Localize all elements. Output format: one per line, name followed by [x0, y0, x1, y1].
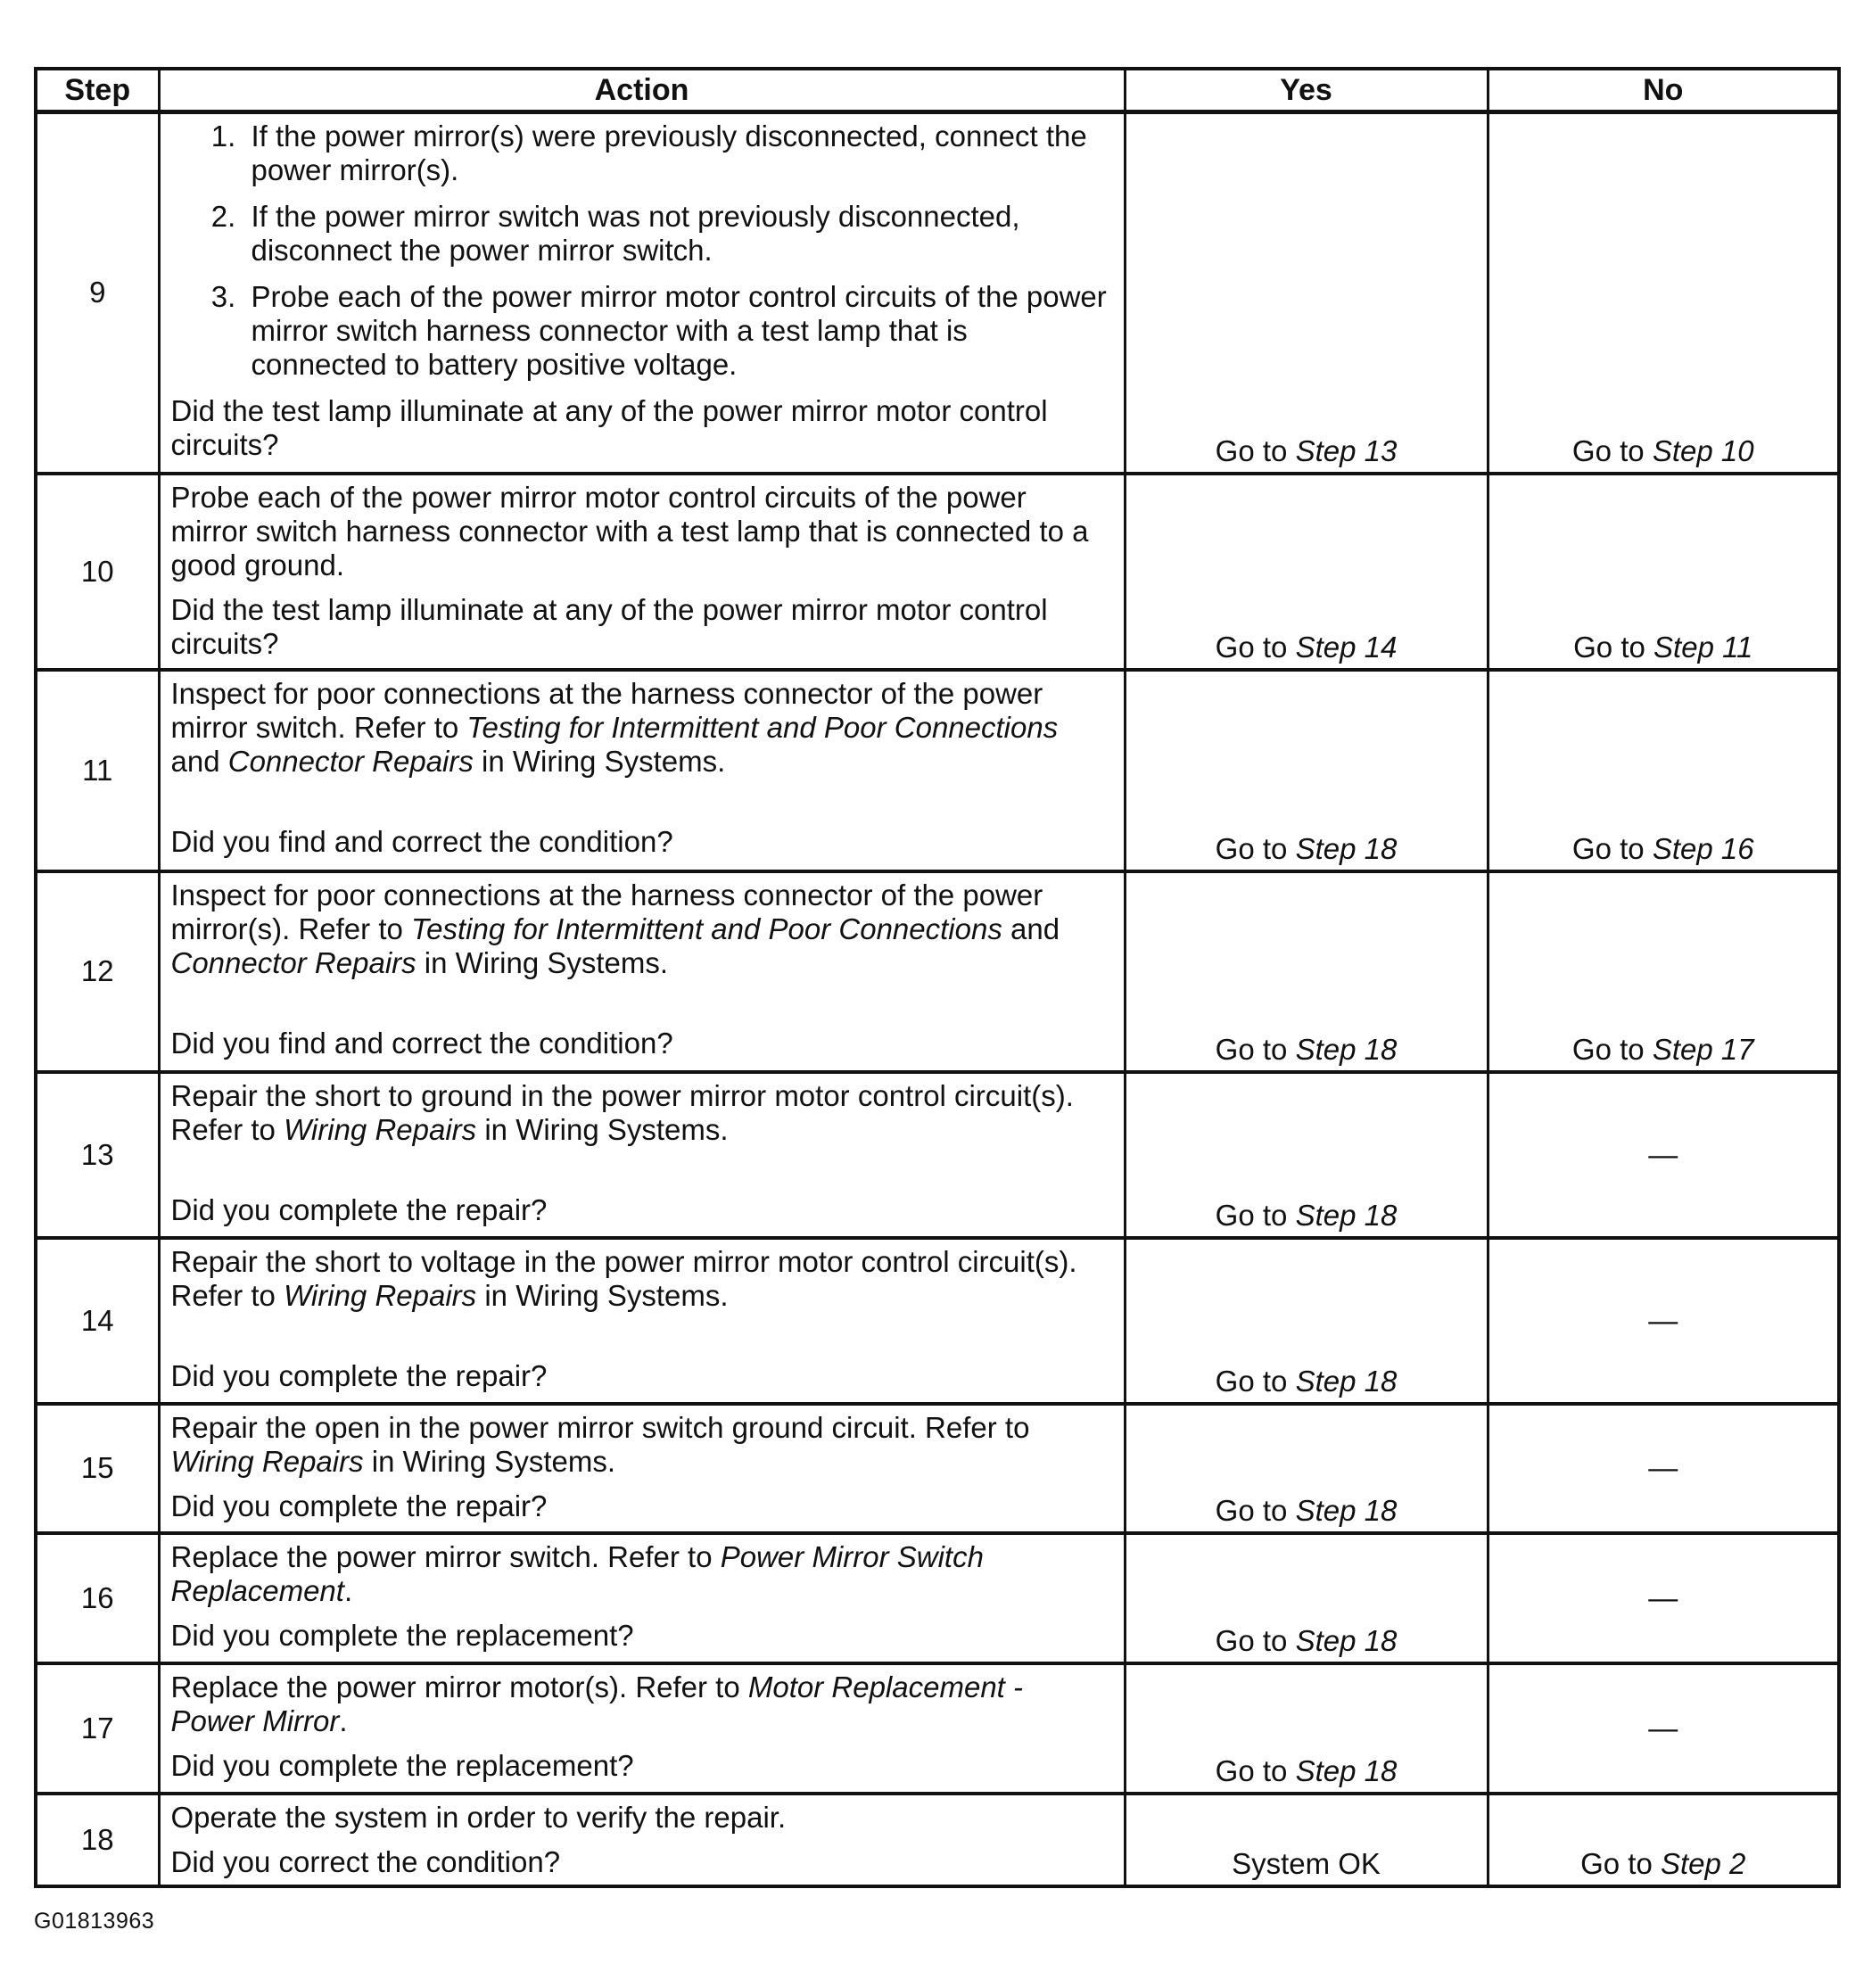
no-prefix: Go to: [1571, 433, 1653, 467]
no-step-link[interactable]: Step 2: [1660, 1846, 1746, 1880]
action-text-part: Repair the short to ground in the power mirror motor control circuit(s). Refer to: [170, 1078, 1074, 1146]
action-text: [171, 1245, 1111, 1313]
action-text-part: Repair the open in the power mirror switch ground circuit. Refer to: [170, 1410, 1030, 1444]
yes-step-link[interactable]: Step 18: [1295, 1753, 1398, 1787]
reference-link[interactable]: Wiring Repairs: [284, 1278, 477, 1312]
no-result: [1488, 1794, 1839, 1886]
action-question: Did you complete the repair?: [170, 1489, 548, 1522]
step-number: 11: [36, 670, 159, 871]
yes-prefix: Go to: [1215, 1198, 1296, 1232]
action-text: [171, 1670, 1111, 1738]
action-text: Probe each of the power mirror motor control circuits of the power mirror switch harness connector with a test lamp that is connected to a good ground.: [170, 480, 1089, 582]
substep-item: 3. Probe each of the power mirror motor control circuits of the power mirror switch harness connector with a test lamp that is connected to battery positive voltage.: [244, 280, 1111, 382]
action-text-part: Replace the power mirror switch. Refer to: [170, 1539, 721, 1573]
header-no: No: [1488, 69, 1839, 112]
table-row: [36, 1404, 1839, 1533]
yes-step-link[interactable]: Step 18: [1295, 1623, 1398, 1657]
action-text: [171, 1540, 1111, 1608]
action-cell: [159, 1533, 1125, 1663]
substep-item: 1. If the power mirror(s) were previously disconnected, connect the power mirror(s).: [244, 120, 1111, 187]
action-question: Did you complete the replacement?: [170, 1748, 634, 1782]
action-text: [171, 1079, 1111, 1147]
action-text-part: .: [339, 1703, 348, 1737]
yes-prefix: Go to: [1215, 433, 1296, 467]
yes-step-link[interactable]: Step 18: [1295, 1493, 1398, 1527]
action-cell: [159, 670, 1125, 871]
action-text: Operate the system in order to verify the repair.: [170, 1800, 787, 1834]
yes-prefix: Go to: [1215, 1032, 1296, 1066]
table-row: [36, 1238, 1839, 1404]
yes-result: [1125, 670, 1488, 871]
no-result-dash: —: [1488, 1663, 1839, 1794]
no-prefix: Go to: [1580, 1846, 1661, 1880]
reference-link[interactable]: Power Mirror Switch Replacement: [170, 1539, 984, 1607]
action-cell: [159, 1238, 1125, 1404]
action-cell: [159, 112, 1125, 474]
action-question: Did you complete the replacement?: [170, 1618, 634, 1652]
yes-result: [1125, 871, 1488, 1072]
action-text-part: in Wiring Systems.: [363, 1444, 615, 1478]
substep-item: 2. If the power mirror switch was not previously disconnected, disconnect the power mirror switch.: [244, 200, 1111, 268]
no-prefix: Go to: [1571, 1032, 1653, 1066]
action-cell: [159, 1404, 1125, 1533]
action-text: [171, 879, 1111, 980]
reference-link[interactable]: Motor Replacement - Power Mirror: [170, 1670, 1023, 1737]
action-text: [171, 677, 1111, 779]
yes-result: [1125, 1404, 1488, 1533]
no-result: [1488, 474, 1839, 670]
action-text-part: Inspect for poor connections at the harness connector of the power mirror(s). Refer to: [170, 878, 1043, 945]
reference-link[interactable]: Wiring Repairs: [284, 1112, 477, 1146]
reference-link[interactable]: Testing for Intermittent and Poor Connections: [411, 912, 1002, 945]
no-step-link[interactable]: Step 16: [1652, 831, 1754, 865]
action-text-part: Replace the power mirror motor(s). Refer to: [170, 1670, 748, 1703]
action-text-part: in Wiring Systems.: [473, 744, 726, 778]
reference-link[interactable]: Testing for Intermittent and Poor Connections: [466, 710, 1059, 744]
yes-prefix: Go to: [1215, 831, 1296, 865]
table-header-row: [36, 69, 1839, 112]
yes-step-link[interactable]: Step 13: [1295, 433, 1398, 467]
table-row: [36, 670, 1839, 871]
table-row: [36, 474, 1839, 670]
yes-prefix: Go to: [1215, 1753, 1296, 1787]
reference-link[interactable]: Connector Repairs: [227, 744, 474, 778]
reference-link[interactable]: Wiring Repairs: [170, 1444, 364, 1478]
no-step-link[interactable]: Step 17: [1652, 1032, 1754, 1066]
header-action: Action: [159, 69, 1125, 112]
header-step: Step: [36, 69, 159, 112]
yes-result: [1125, 474, 1488, 670]
action-question: Did you complete the repair?: [170, 1358, 548, 1392]
table-row: [36, 112, 1839, 474]
action-question: Did you correct the condition?: [170, 1844, 561, 1878]
step-number: 9: [36, 112, 159, 474]
table-row: [36, 1072, 1839, 1238]
action-text-part: Inspect for poor connections at the harness connector of the power mirror switch. Refer to: [170, 676, 1043, 744]
yes-result: System OK: [1125, 1794, 1488, 1886]
action-text-part: Repair the short to voltage in the power mirror motor control circuit(s). Refer to: [170, 1244, 1077, 1312]
action-text: [171, 1411, 1111, 1479]
yes-step-link[interactable]: Step 18: [1295, 1364, 1398, 1398]
table-row: [36, 1794, 1839, 1886]
action-text-part: .: [343, 1573, 353, 1607]
no-step-link[interactable]: Step 11: [1653, 630, 1753, 664]
yes-prefix: Go to: [1215, 1364, 1296, 1398]
action-cell: [159, 474, 1125, 670]
step-number: 18: [36, 1794, 159, 1886]
no-result: [1488, 112, 1839, 474]
reference-link[interactable]: Connector Repairs: [170, 945, 416, 979]
action-question: Did you find and correct the condition?: [170, 824, 673, 858]
action-text-part: and: [1002, 912, 1060, 945]
table-row: [36, 1663, 1839, 1794]
step-number: 17: [36, 1663, 159, 1794]
action-substeps: [171, 120, 1111, 382]
step-number: 10: [36, 474, 159, 670]
yes-result: [1125, 1238, 1488, 1404]
action-cell: [159, 1663, 1125, 1794]
action-question: Did you find and correct the condition?: [170, 1026, 673, 1060]
yes-step-link[interactable]: Step 14: [1295, 630, 1398, 664]
step-number: 16: [36, 1533, 159, 1663]
no-result-dash: —: [1488, 1533, 1839, 1663]
yes-prefix: Go to: [1215, 630, 1296, 664]
action-text-part: in Wiring Systems.: [416, 945, 669, 979]
no-result: [1488, 871, 1839, 1072]
figure-id: G01813963: [34, 1909, 155, 1934]
no-prefix: Go to: [1571, 831, 1653, 865]
action-text-part: in Wiring Systems.: [476, 1278, 729, 1312]
action-cell: [159, 1072, 1125, 1238]
no-step-link[interactable]: Step 10: [1652, 433, 1754, 467]
action-question: Did the test lamp illuminate at any of the power mirror motor control circuits?: [170, 592, 1048, 660]
action-text-part: in Wiring Systems.: [476, 1112, 729, 1146]
no-result-dash: —: [1488, 1404, 1839, 1533]
yes-prefix: Go to: [1215, 1623, 1296, 1657]
yes-result: [1125, 1533, 1488, 1663]
table-row: [36, 1533, 1839, 1663]
yes-prefix: Go to: [1215, 1493, 1296, 1527]
no-prefix: Go to: [1573, 630, 1654, 664]
action-question: Did the test lamp illuminate at any of the power mirror motor control circuits?: [170, 394, 1048, 461]
diagnostic-table: [34, 67, 1841, 1888]
step-number: 14: [36, 1238, 159, 1404]
yes-step-link[interactable]: Step 18: [1295, 1032, 1398, 1066]
step-number: 13: [36, 1072, 159, 1238]
yes-result: [1125, 112, 1488, 474]
yes-step-link[interactable]: Step 18: [1295, 1198, 1398, 1232]
no-result-dash: —: [1488, 1072, 1839, 1238]
no-result-dash: —: [1488, 1238, 1839, 1404]
yes-step-link[interactable]: Step 18: [1295, 831, 1398, 865]
yes-result: [1125, 1072, 1488, 1238]
action-cell: [159, 1794, 1125, 1886]
no-result: [1488, 670, 1839, 871]
action-text-part: and: [170, 744, 228, 778]
yes-result: [1125, 1663, 1488, 1794]
action-question: Did you complete the repair?: [170, 1192, 548, 1226]
action-cell: [159, 871, 1125, 1072]
step-number: 15: [36, 1404, 159, 1533]
header-yes: Yes: [1125, 69, 1488, 112]
table-row: [36, 871, 1839, 1072]
step-number: 12: [36, 871, 159, 1072]
